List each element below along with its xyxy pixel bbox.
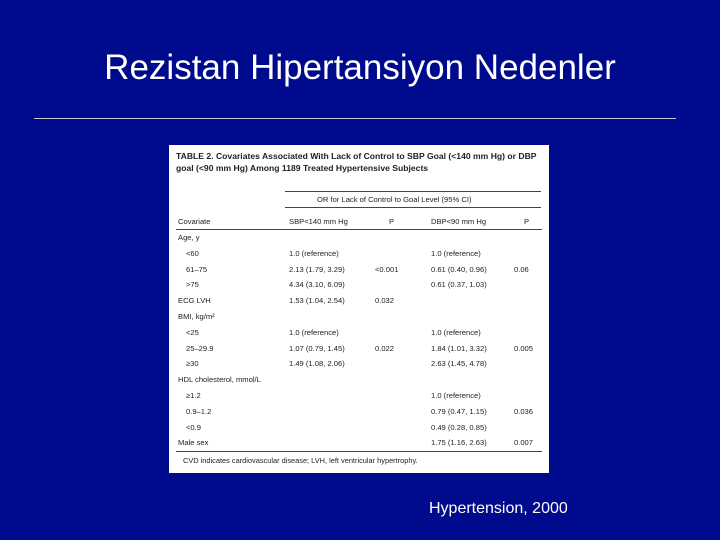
cell-dbp-or: 0.61 (0.40, 0.96) [431, 264, 487, 274]
cell-covariate: Male sex [178, 438, 209, 448]
header-rule [176, 229, 542, 230]
cell-sbp-p: 0.022 [375, 343, 395, 353]
cell-dbp-or: 2.63 (1.45, 4.78) [431, 359, 487, 369]
spanner-rule-bottom [285, 207, 541, 208]
cell-dbp-p: 0.036 [514, 406, 534, 416]
cell-dbp-or: 1.75 (1.16, 2.63) [431, 438, 487, 448]
cell-sbp-or: 1.0 (reference) [289, 327, 339, 337]
cell-covariate: BMI, kg/m² [178, 312, 215, 321]
cell-sbp-or: 1.49 (1.08, 2.06) [289, 359, 345, 369]
cell-covariate: 25–29.9 [186, 343, 214, 353]
cell-covariate: <0.9 [186, 422, 201, 432]
cell-covariate: 61–75 [186, 264, 208, 274]
cell-dbp-or: 1.0 (reference) [431, 391, 481, 400]
cell-dbp-or: 0.49 (0.28, 0.85) [431, 422, 487, 432]
cell-covariate: >75 [186, 280, 199, 290]
cell-covariate: ≥30 [186, 359, 199, 369]
column-header-dbp-p: P [524, 217, 530, 226]
slide-title: Rezistan Hipertansiyon Nedenler [104, 48, 616, 87]
table-caption-label: TABLE 2. [176, 151, 214, 161]
cell-sbp-or: 2.13 (1.79, 3.29) [289, 264, 345, 274]
cell-covariate: Age, y [178, 233, 200, 242]
cell-covariate: 0.9–1.2 [186, 406, 212, 416]
cell-dbp-p: 0.007 [514, 438, 534, 448]
spanner-rule-top [285, 191, 541, 192]
cell-dbp-or: 1.0 (reference) [431, 248, 481, 258]
cell-dbp-p: 0.005 [514, 343, 534, 353]
cell-dbp-or: 0.61 (0.37, 1.03) [431, 280, 487, 290]
cell-covariate: ECG LVH [178, 296, 211, 306]
cell-covariate: HDL cholesterol, mmol/L [178, 375, 261, 385]
cell-dbp-or: 1.84 (1.01, 3.32) [431, 343, 487, 353]
cell-sbp-or: 1.53 (1.04, 2.54) [289, 296, 345, 306]
cell-sbp-p: 0.032 [375, 296, 395, 306]
cell-sbp-or: 1.07 (0.79, 1.45) [289, 343, 345, 353]
column-header-covariate: Covariate [178, 217, 211, 226]
table-caption [176, 150, 542, 174]
column-header-dbp: DBP<90 mm Hg [431, 217, 487, 226]
table-spanner-header: OR for Lack of Control to Goal Level (95% CI) [317, 195, 472, 204]
cell-covariate: <25 [186, 327, 199, 337]
cell-sbp-or: 4.34 (3.10, 6.09) [289, 280, 345, 290]
table-caption-text: Covariates Associated With Lack of Control to SBP Goal (<140 mm Hg) or DBP goal (<90 mm Hg) Among 1189 Treated Hypertensive Subjects [176, 151, 537, 173]
citation: Hypertension, 2000 [429, 500, 568, 517]
footer-rule [176, 451, 542, 452]
cell-covariate: <60 [186, 248, 199, 258]
cell-dbp-or: 0.79 (0.47, 1.15) [431, 406, 487, 416]
table-image [169, 145, 549, 473]
cell-covariate: ≥1.2 [186, 391, 201, 400]
cell-dbp-or: 1.0 (reference) [431, 327, 481, 337]
table-footnote: CVD indicates cardiovascular disease; LVH, left ventricular hypertrophy. [183, 456, 418, 465]
cell-dbp-p: 0.06 [514, 264, 529, 274]
cell-sbp-p: <0.001 [375, 264, 399, 274]
column-header-sbp-p: P [389, 217, 395, 226]
column-header-sbp: SBP<140 mm Hg [289, 217, 348, 226]
cell-sbp-or: 1.0 (reference) [289, 248, 339, 258]
title-divider [34, 118, 676, 119]
